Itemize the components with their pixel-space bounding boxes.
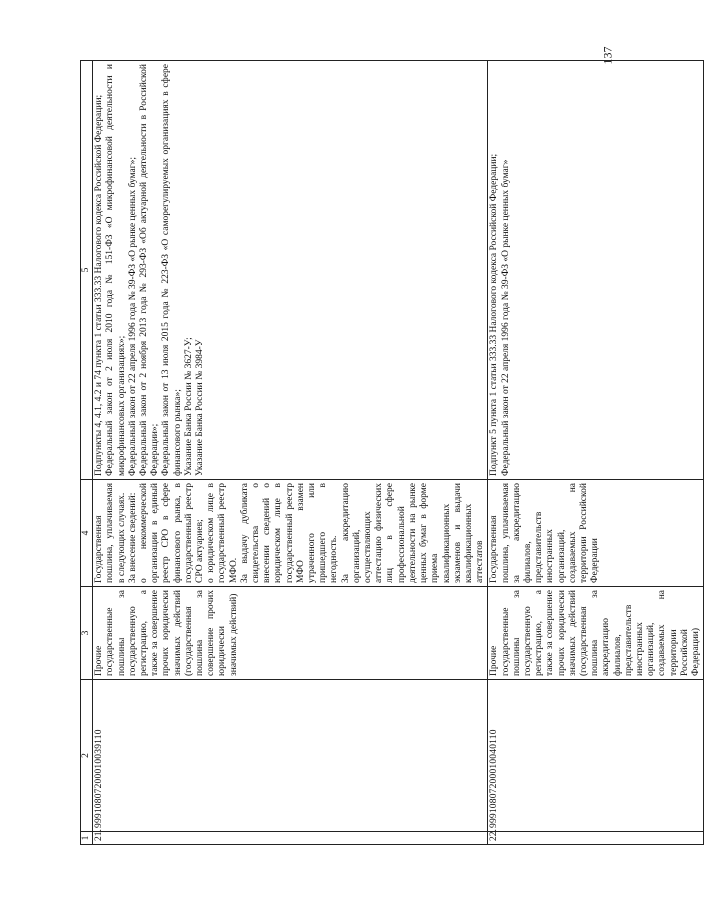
description-line: Государственная пошлина, уплачиваемая за аккредитацию филиалов, представительств иностранных организаций, создаваемых на территории Российской Федерации bbox=[489, 483, 601, 583]
table-row bbox=[488, 61, 704, 845]
page-number: 137 bbox=[600, 46, 615, 65]
header-cell-5: 5 bbox=[81, 61, 93, 480]
description-line: Государственная пошлина, уплачиваемая в следующих случаях. bbox=[94, 483, 127, 583]
header-cell-2: 2 bbox=[81, 680, 93, 832]
legal-basis-line: Федеральный закон от 2 ноября 2013 года № 293-ФЗ «Об актуарной деятельности в Российской Федерации»; bbox=[139, 64, 161, 476]
rotated-table-container bbox=[80, 60, 701, 845]
classification-code: 99910807200010040110 bbox=[488, 680, 704, 832]
fee-description bbox=[488, 480, 704, 587]
legal-basis-line: Указание Банка России № 3984-У bbox=[195, 339, 206, 476]
legal-basis-line: Подпункты 4, 4.1, 4.2 и 74 пункта 1 статьи 333.33 Налогового кодекса Российской Федерации; bbox=[94, 94, 105, 476]
legal-basis-line: Федеральный закон от 22 апреля 1996 года № 39-ФЗ «О рынке ценных бумаг» bbox=[500, 159, 511, 476]
row-number: 22. bbox=[488, 832, 704, 845]
legal-basis-line: Федеральный закон от 22 апреля 1996 года № 39-ФЗ «О рынке ценных бумаг»; bbox=[127, 156, 138, 476]
description-line: о юридическом лице в государственный реестр МФО. bbox=[206, 483, 239, 583]
description-line: За аккредитацию организаций, осуществляющих аттестацию физических лиц в сфере профессиональной деятельности на рынке ценных бумаг в форме приема квалификационных экзаменов и выдачи квалификационных аттестатов bbox=[340, 483, 486, 583]
legal-basis-line: Федеральный закон от 2 июля 2010 года № 151-ФЗ «О микрофинансовой деятельности и микрофинансовых организациях»; bbox=[105, 64, 127, 476]
fee-name: Прочие государственные пошлины за государственную регистрацию, а также за совершение прочих юридически значимых действий (государственная пошлина за аккредитацию филиалов, представительств иностранных организаций, создаваемых на территории Российской Федерации) bbox=[488, 587, 704, 680]
fee-name: Прочие государственные пошлины за государственную регистрацию, а также за совершение прочих юридически значимых действий (государственная пошлина за совершение прочих юридически значимых действий) bbox=[93, 587, 488, 680]
description-line: о некоммерческой организации в единый реестр СРО в сфере финансового рынка, в государственный реестр СРО актуариев; bbox=[139, 483, 206, 583]
header-row bbox=[81, 61, 93, 845]
header-cell-1: 1 bbox=[81, 832, 93, 845]
table-row bbox=[93, 61, 488, 845]
legal-basis bbox=[93, 61, 488, 480]
fee-description bbox=[93, 480, 488, 587]
header-cell-4: 4 bbox=[81, 480, 93, 587]
legal-basis-line: Указание Банка России № 3627-У; bbox=[183, 337, 194, 476]
legal-basis bbox=[488, 61, 704, 480]
fees-table bbox=[80, 60, 704, 845]
description-line: За выдачу дубликата свидетельства о внесении сведений о юридическом лице в государственный реестр МФО взамен утраченного или пришедшего в негодность. bbox=[239, 483, 340, 583]
legal-basis-line: Подпункт 5 пункта 1 статьи 333.33 Налогового кодекса Российской Федерации; bbox=[489, 153, 500, 476]
description-line: За внесение сведений: bbox=[127, 492, 138, 583]
legal-basis-line: Федеральный закон от 13 июля 2015 года № 223-ФЗ «О саморегулируемых организациях в сфере финансового рынка»; bbox=[161, 64, 183, 476]
header-cell-3: 3 bbox=[81, 587, 93, 680]
classification-code: 99910807200010039110 bbox=[93, 680, 488, 832]
row-number: 21. bbox=[93, 832, 488, 845]
